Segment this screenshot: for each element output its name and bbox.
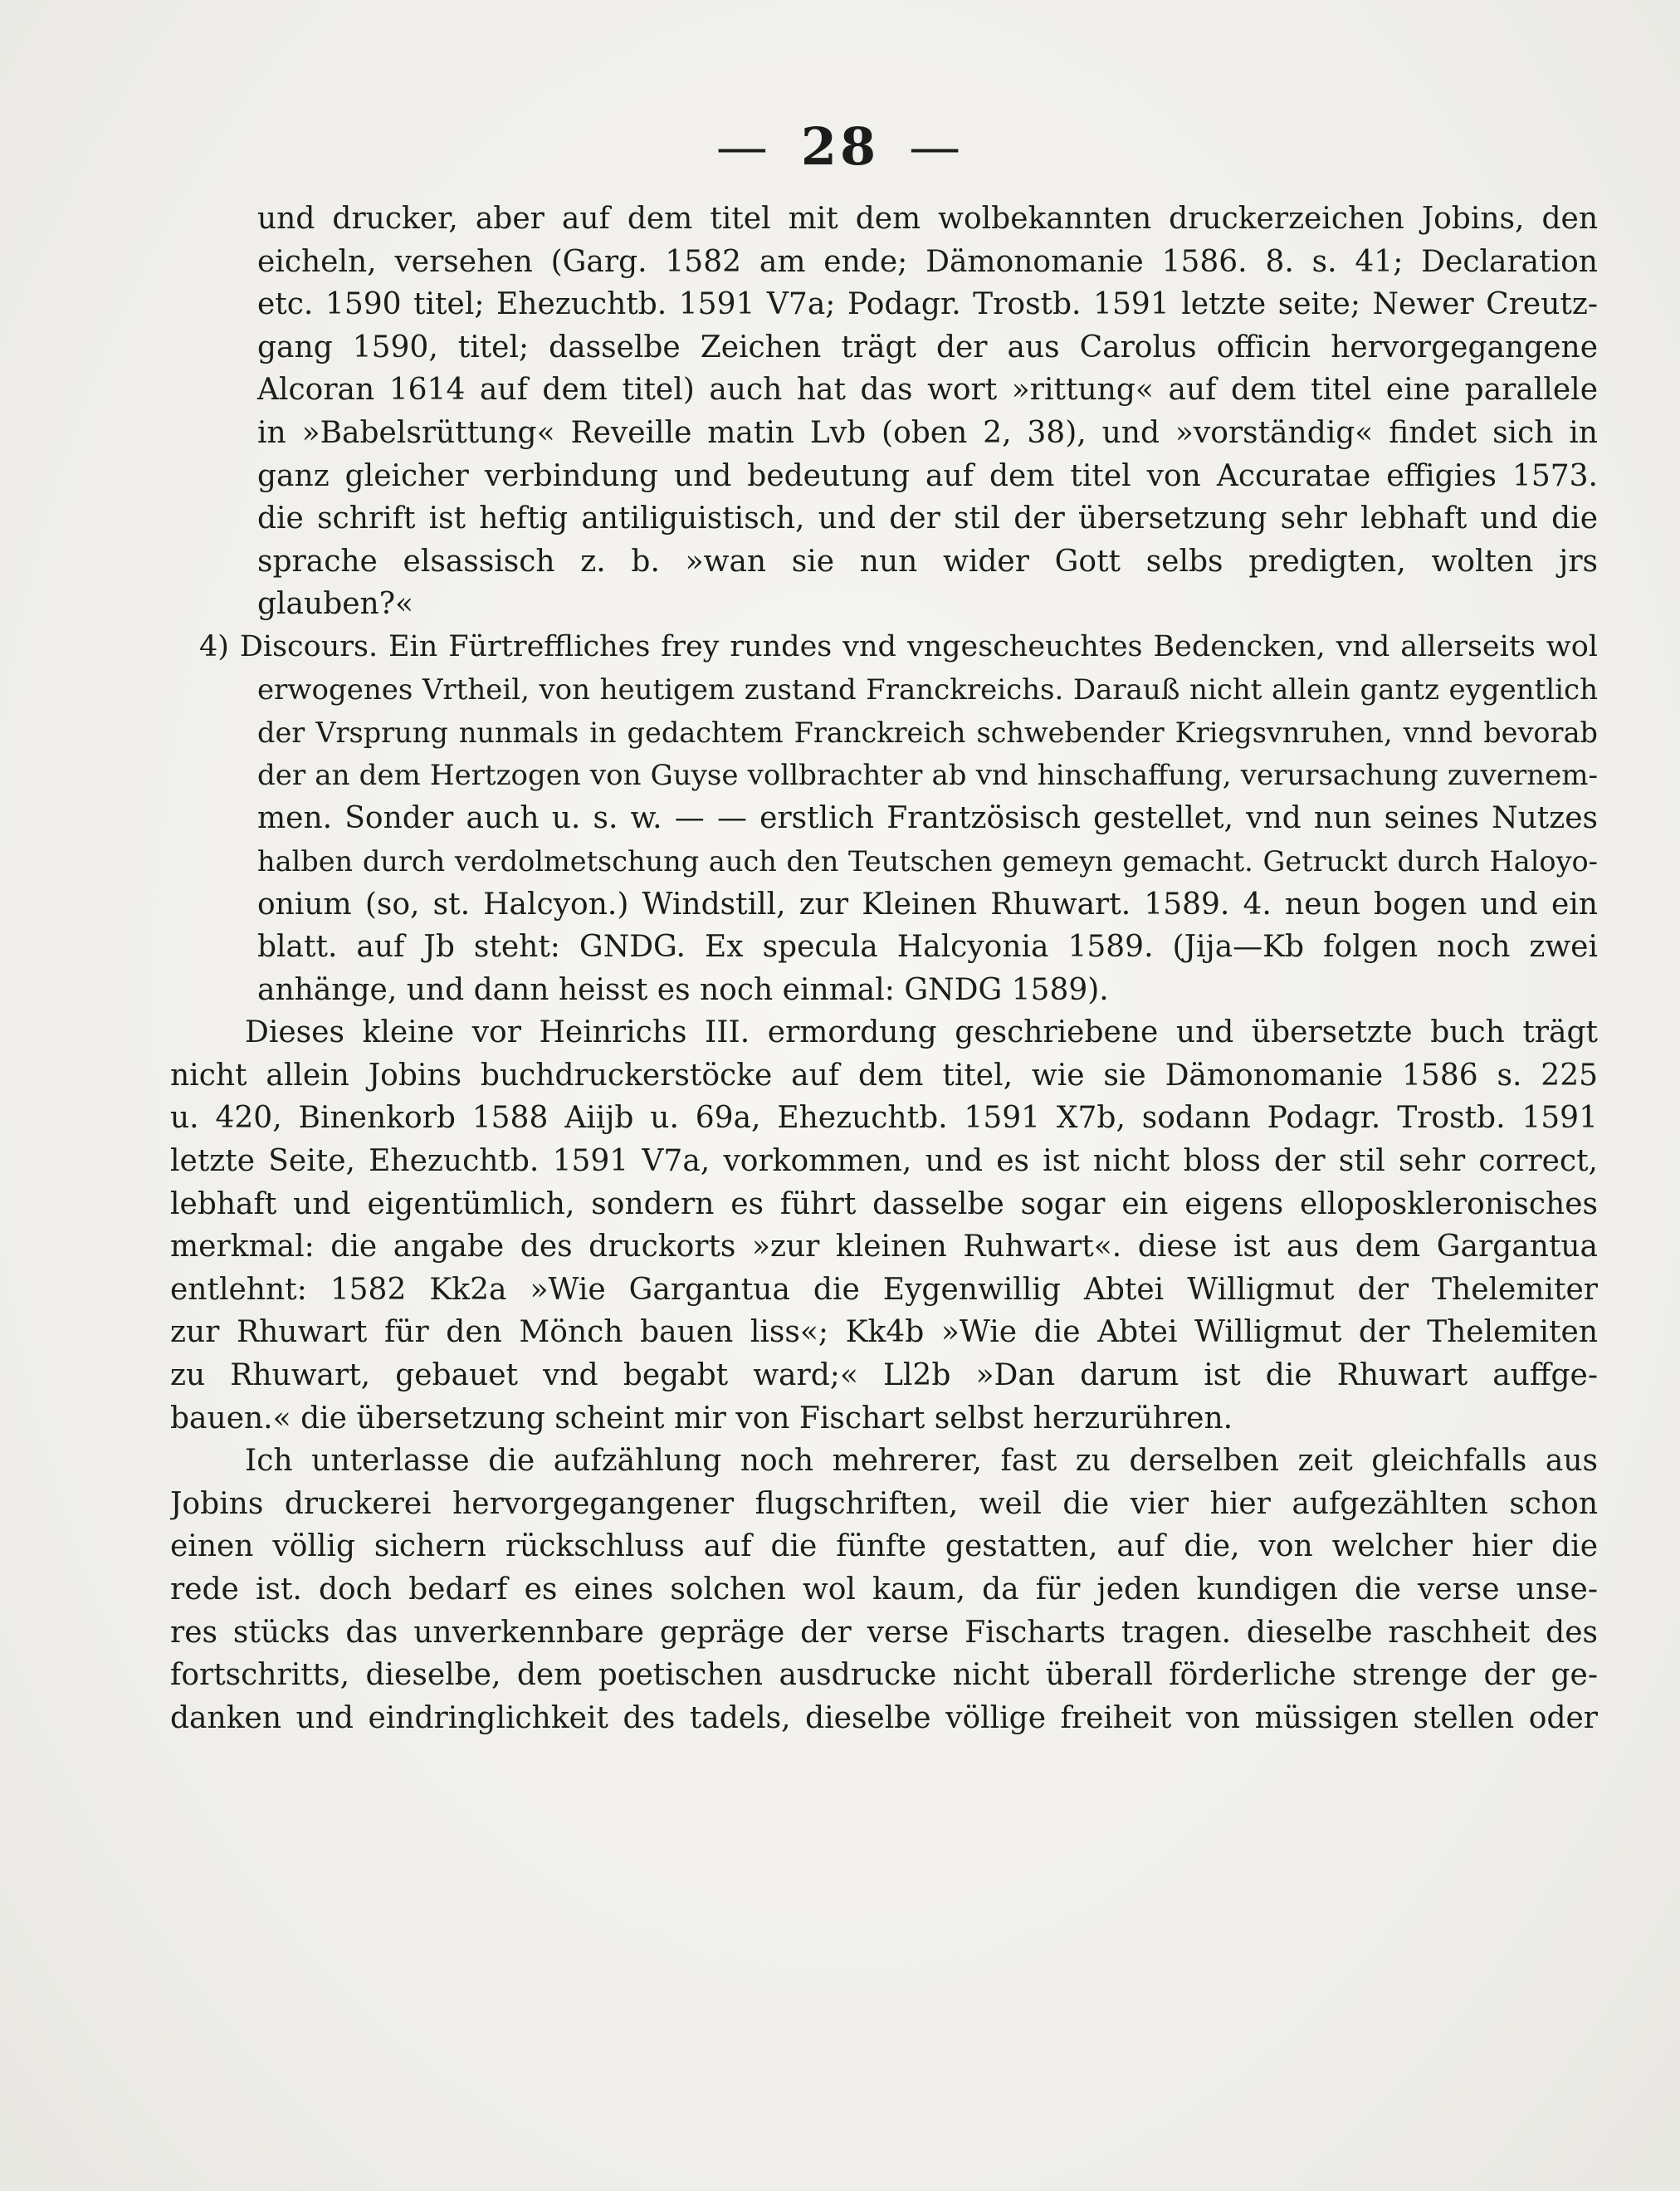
text-line: halben durch verdolmetschung auch den Teutschen gemeyn gemacht. Getruckt durch Haloyo- xyxy=(257,844,1598,878)
text-line: etc. 1590 titel; Ehezuchtb. 1591 V7a; Podagr. Trostb. 1591 letzte seite; Newer Creutz- xyxy=(257,287,1598,322)
text-line: in »Babelsrüttung« Reveille matin Lvb (oben 2, 38), und »vorständig« findet sich in xyxy=(257,415,1598,450)
body-text xyxy=(170,198,1598,1739)
text-line: danken und eindringlichkeit des tadels, dieselbe völlige freiheit von müssigen stellen oder xyxy=(170,1700,1598,1735)
text-line: gang 1590, titel; dasselbe Zeichen trägt der aus Carolus officin hervorgegangene xyxy=(257,330,1598,364)
text-line: erwogenes Vrtheil, von heutigem zustand Franckreichs. Darauß nicht allein gantz eygentlich xyxy=(257,672,1598,707)
text-line: zu Rhuwart, gebauet vnd begabt ward;« Ll2b »Dan darum ist die Rhuwart auffge- xyxy=(170,1358,1598,1393)
text-line: letzte Seite, Ehezuchtb. 1591 V7a, vorkommen, und es ist nicht bloss der stil sehr correct, xyxy=(170,1144,1598,1179)
text-line: nicht allein Jobins buchdruckerstöcke auf dem titel, wie sie Dämonomanie 1586 s. 225 xyxy=(170,1058,1598,1093)
text-line: 4) Discours. Ein Fürtreffliches frey rundes vnd vngescheuchtes Bedencken, vnd allerseits wol xyxy=(199,629,1598,663)
text-line: der Vrsprung nunmals in gedachtem Franckreich schwebender Kriegsvnruhen, vnnd bevorab xyxy=(257,716,1598,750)
text-line: ganz gleicher verbindung und bedeutung auf dem titel von Accuratae effigies 1573. xyxy=(257,458,1598,493)
text-line: eicheln, versehen (Garg. 1582 am ende; Dämonomanie 1586. 8. s. 41; Declaration xyxy=(257,244,1598,279)
page-number: 28 xyxy=(800,116,880,177)
text-line: men. Sonder auch u. s. w. — — erstlich Frantzösisch gestellet, vnd nun seines Nutzes xyxy=(257,801,1598,836)
text-line: die schrift ist heftig antiliguistisch, und der stil der übersetzung sehr lebhaft und die xyxy=(257,501,1598,536)
header-dash-left: — xyxy=(715,116,771,177)
header-dash-right: — xyxy=(909,116,965,177)
text-line: u. 420, Binenkorb 1588 Aiijb u. 69a, Ehezuchtb. 1591 X7b, sodann Podagr. Trostb. 1591 xyxy=(170,1101,1598,1136)
text-line: blatt. auf Jb steht: GNDG. Ex specula Halcyonia 1589. (Jija—Kb folgen noch zwei xyxy=(257,930,1598,965)
text-line: glauben?« xyxy=(257,587,414,622)
text-line: fortschritts, dieselbe, dem poetischen ausdrucke nicht überall förderliche strenge der ge- xyxy=(170,1658,1598,1693)
text-line: Ich unterlasse die aufzählung noch mehrerer, fast zu derselben zeit gleichfalls aus xyxy=(245,1444,1598,1479)
text-line: entlehnt: 1582 Kk2a »Wie Gargantua die Eygenwillig Abtei Willigmut der Thelemiter xyxy=(170,1272,1598,1307)
text-line: einen völlig sichern rückschluss auf die fünfte gestatten, auf die, von welcher hier die xyxy=(170,1529,1598,1564)
text-line: res stücks das unverkennbare gepräge der verse Fischarts tragen. dieselbe raschheit des xyxy=(170,1615,1598,1650)
text-line: anhänge, und dann heisst es noch einmal: GNDG 1589). xyxy=(257,972,1109,1007)
text-line: der an dem Hertzogen von Guyse vollbrachter ab vnd hinschaffung, verursachung zuvernem- xyxy=(257,758,1598,792)
text-line: Dieses kleine vor Heinrichs III. ermordung geschriebene und übersetzte buch trägt xyxy=(245,1015,1598,1050)
text-line: Jobins druckerei hervorgegangener flugschriften, weil die vier hier aufgezählten schon xyxy=(170,1486,1598,1521)
text-line: zur Rhuwart für den Mönch bauen liss«; Kk4b »Wie die Abtei Willigmut der Thelemiten xyxy=(170,1315,1598,1350)
text-line: rede ist. doch bedarf es eines solchen wol kaum, da für jeden kundigen die verse unse- xyxy=(170,1572,1598,1607)
text-line: bauen.« die übersetzung scheint mir von Fischart selbst herzurühren. xyxy=(170,1401,1233,1435)
text-line: merkmal: die angabe des druckorts »zur kleinen Ruhwart«. diese ist aus dem Gargantua xyxy=(170,1230,1598,1264)
text-line: und drucker, aber auf dem titel mit dem wolbekannten druckerzeichen Jobins, den xyxy=(257,202,1598,236)
text-line: sprache elsassisch z. b. »wan sie nun wider Gott selbs predigten, wolten jrs xyxy=(257,544,1598,579)
text-line: onium (so, st. Halcyon.) Windstill, zur Kleinen Rhuwart. 1589. 4. neun bogen und ein xyxy=(257,887,1598,922)
page-header xyxy=(0,116,1680,177)
text-line: lebhaft und eigentümlich, sondern es führt dasselbe sogar ein eigens elloposkleronisches xyxy=(170,1186,1598,1221)
text-line: Alcoran 1614 auf dem titel) auch hat das wort »rittung« auf dem titel eine parallele xyxy=(257,373,1598,408)
